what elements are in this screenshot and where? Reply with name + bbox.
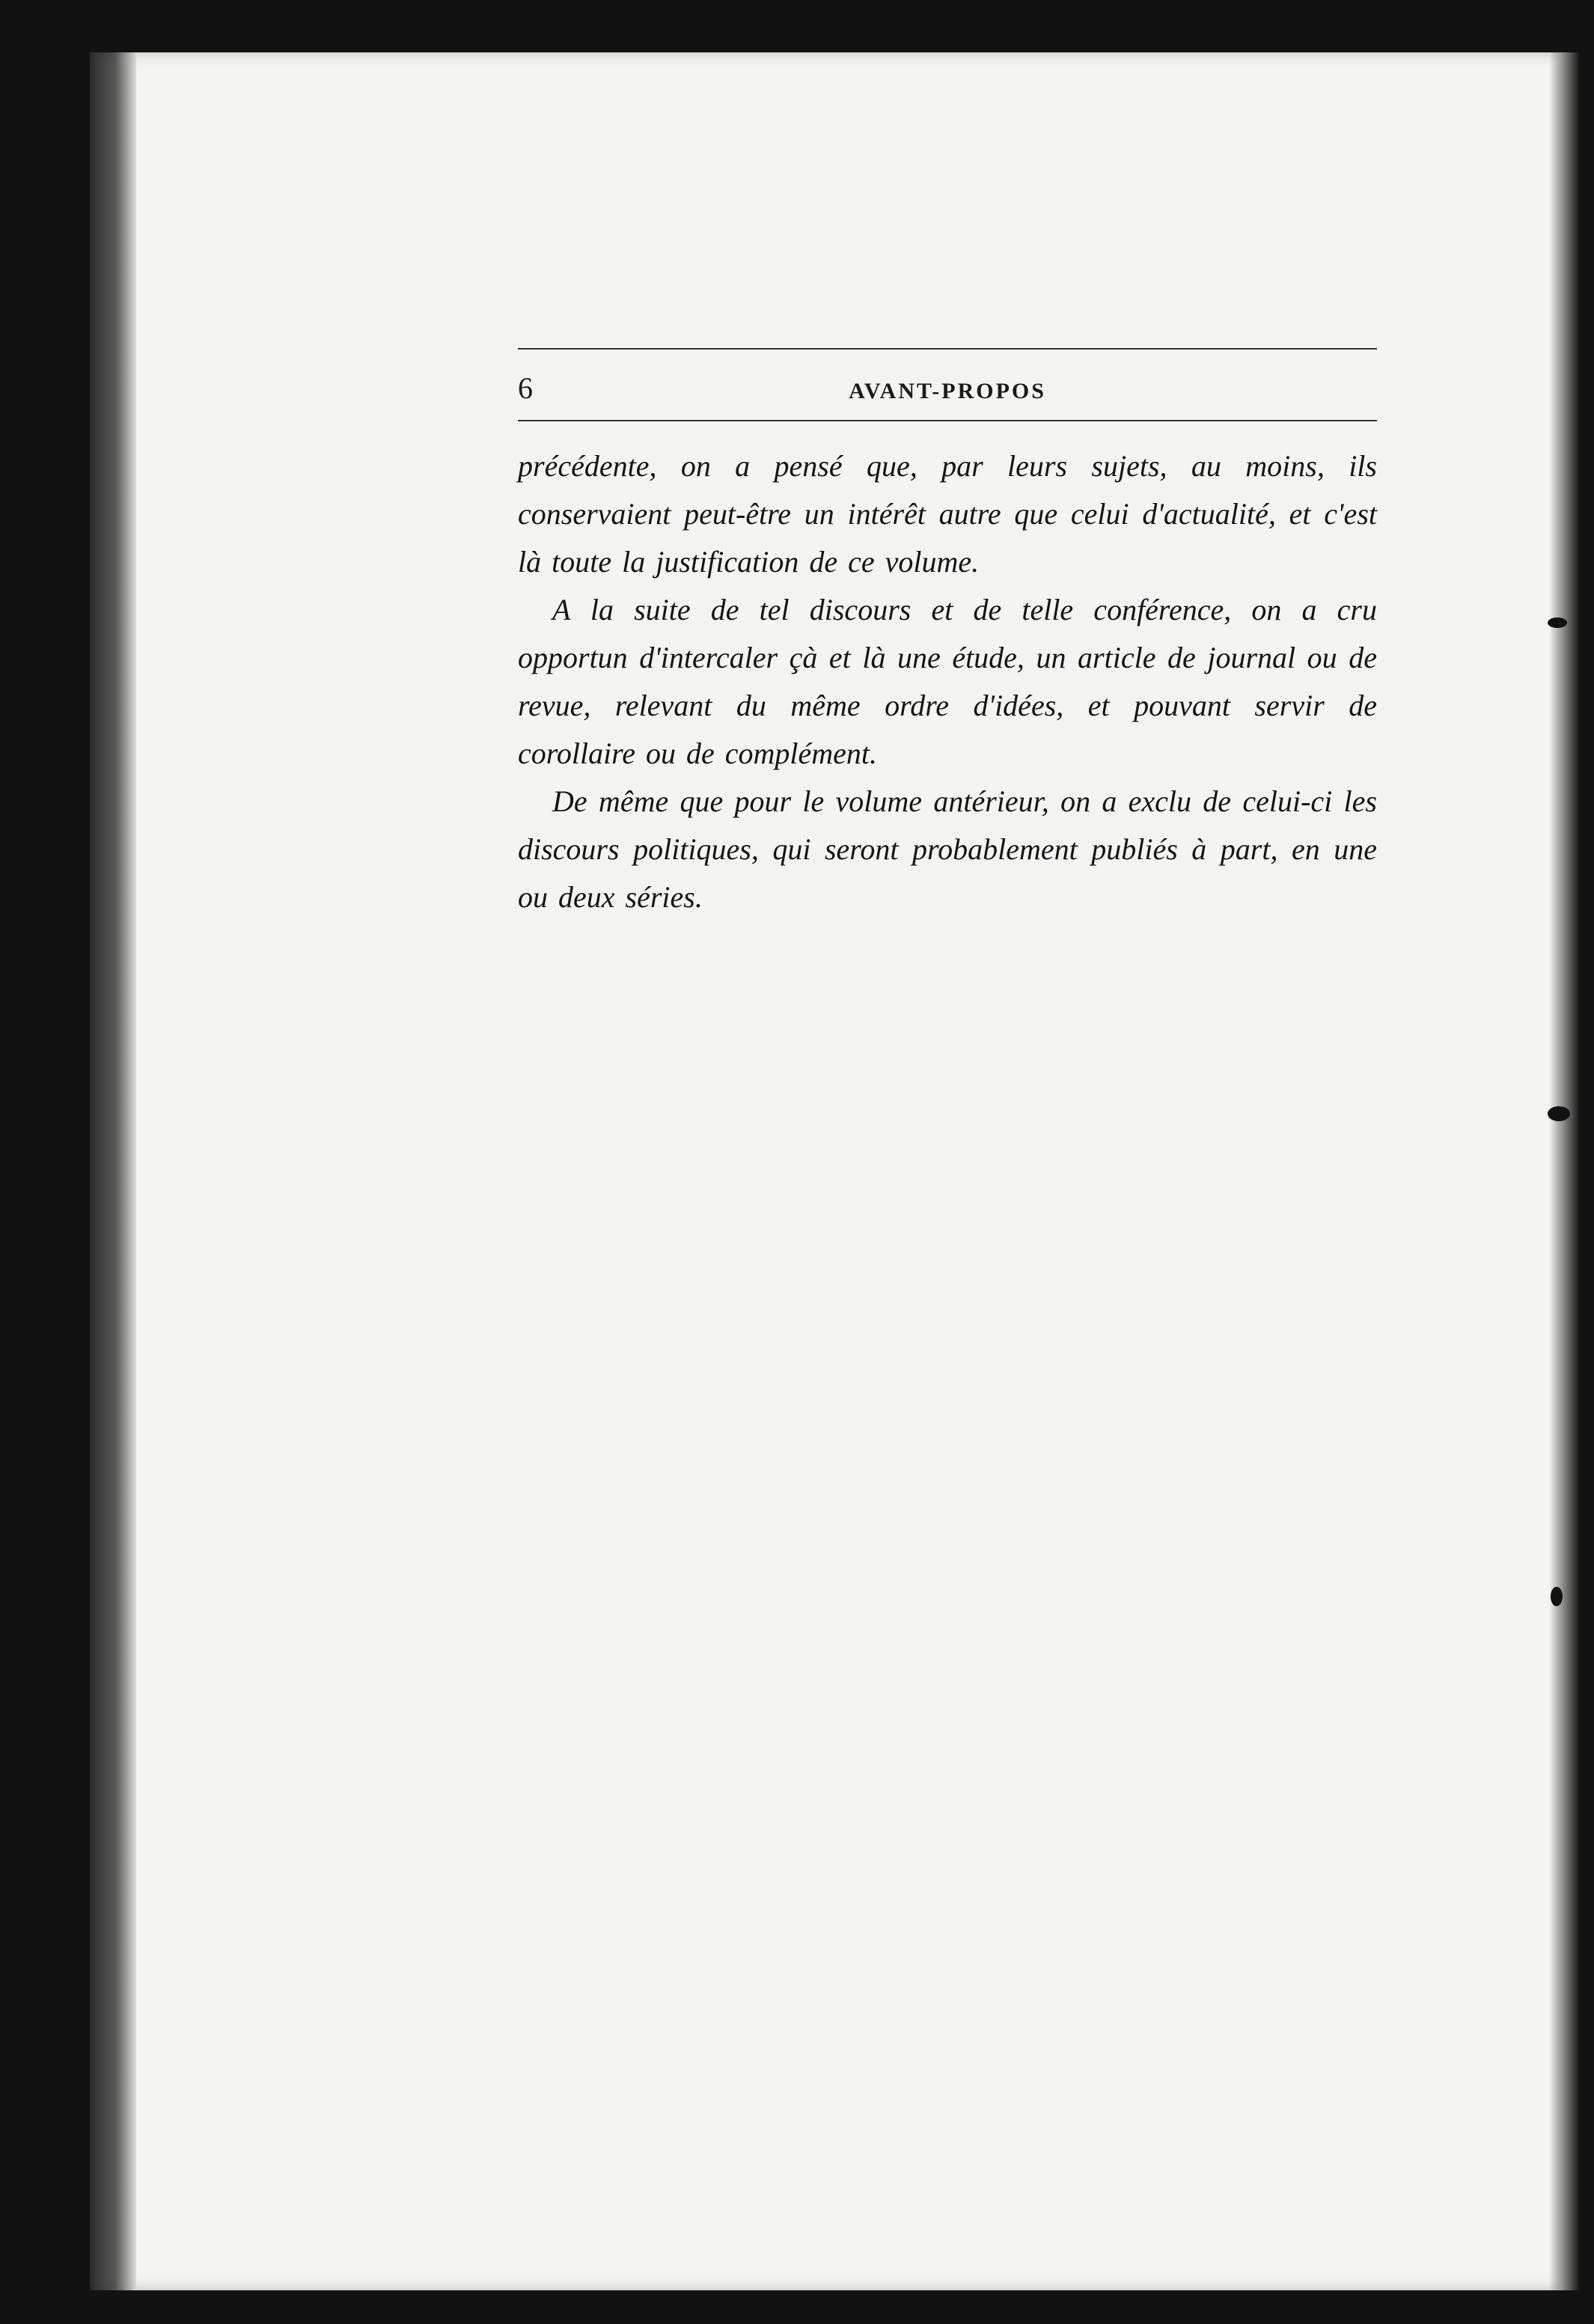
paragraph-continued: précédente, on a pensé que, par leurs sujets, au moins, ils conservaient peut-être un intérêt autre que celui d'actualité, et c'est là toute la justification de ce volume. (518, 449, 1377, 579)
running-header (518, 370, 1377, 408)
page-content (518, 348, 1377, 921)
book-page (90, 52, 1579, 2290)
body-text (518, 442, 1377, 921)
paragraph: De même que pour le volume antérieur, on a exclu de celui-ci les discours politiques, qui seront probablement publiés à part, en une ou deux séries. (518, 784, 1377, 914)
scan-speck (1551, 1587, 1563, 1606)
scan-speck (1548, 1106, 1570, 1121)
paragraph: A la suite de tel discours et de telle conférence, on a cru opportun d'intercaler çà et là une étude, un article de journal ou de revue, relevant du même ordre d'idées, et pouvant servir de corollaire ou de complément. (518, 593, 1377, 770)
running-head-title: AVANT-PROPOS (849, 379, 1046, 403)
header-bottom-rule (518, 420, 1377, 421)
binding-edge (90, 52, 136, 2290)
page-number: 6 (518, 371, 533, 405)
scan-speck (1548, 617, 1567, 628)
header-top-rule (518, 348, 1377, 350)
page-right-edge (1549, 52, 1579, 2290)
